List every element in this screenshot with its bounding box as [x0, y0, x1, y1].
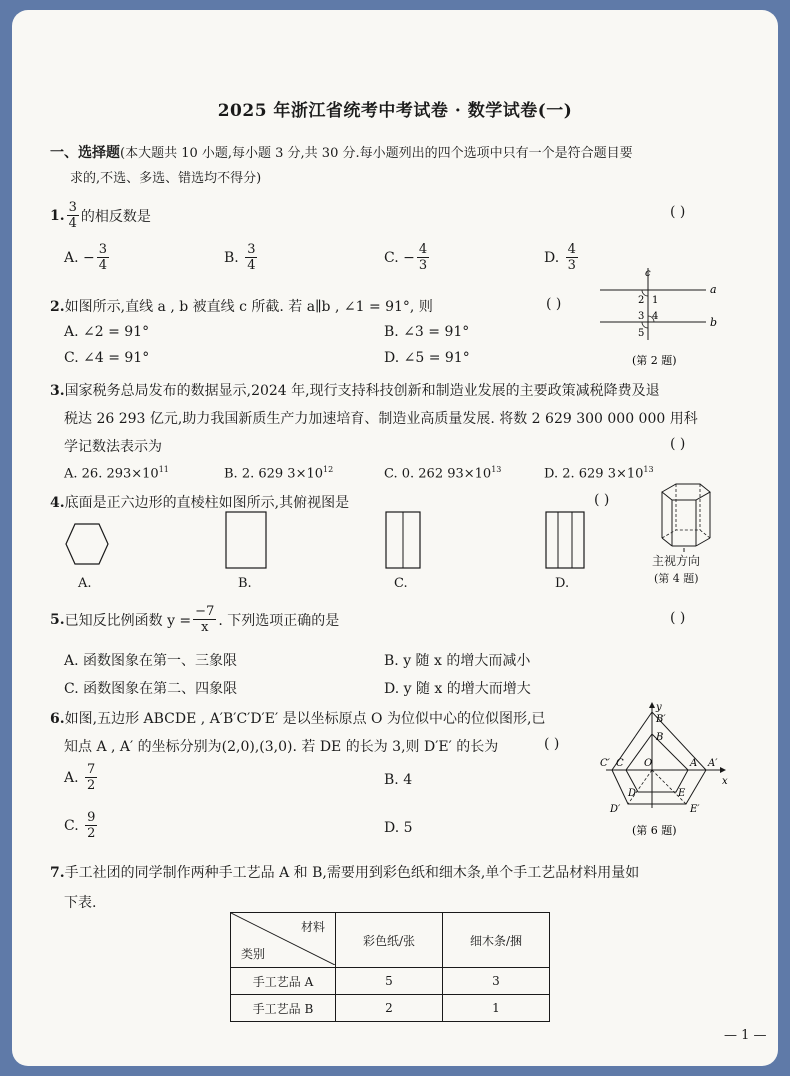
- label-A: A: [690, 758, 698, 769]
- option-d: D. 5: [384, 820, 413, 836]
- figure-caption: (第 2 题): [632, 354, 677, 367]
- answer-bracket: ( ): [594, 492, 610, 508]
- label-c: c: [645, 268, 651, 279]
- question-2: 2.如图所示,直线 a , b 被直线 c 所截. 若 a∥b , ∠1 = 91°, 则: [50, 299, 433, 315]
- answer-bracket: ( ): [544, 736, 560, 752]
- option-c: C. 函数图象在第二、四象限: [64, 681, 238, 697]
- exam-page: [12, 10, 778, 1066]
- corner-top-label: 材料: [300, 920, 325, 934]
- option-d: D. ∠5 = 91°: [384, 350, 470, 366]
- table-cell: 1: [443, 995, 550, 1022]
- option-a: A. 26. $293\times 10^{11}$: [64, 465, 169, 482]
- question-3-line-3: 学记数法表示为: [64, 439, 162, 455]
- figure-q2-parallel-lines: [594, 260, 724, 372]
- corner-bottom-label: 类别: [241, 947, 266, 961]
- view-direction-label: 主视方向: [652, 554, 701, 568]
- option-a: A. − $\frac{3}{4}$: [64, 242, 108, 273]
- question-text: 的相反数是: [80, 208, 151, 225]
- label-b: b: [710, 316, 718, 329]
- question-7-line-1: 7.手工社团的同学制作两种手工艺品 A 和 B,需要用到彩色纸和细木条,单个手工艺品材料用量如: [50, 865, 640, 881]
- rectangle-option-d-shape: [544, 510, 588, 572]
- label-C-prime: C′: [600, 758, 610, 769]
- rectangle-option-b-shape: [224, 510, 268, 572]
- answer-bracket: ( ): [670, 204, 686, 220]
- question-3-line-1: 3.国家税务总局发布的数据显示,2024 年,现行支持科技创新和制造业发展的主要政策减税降费及退: [50, 383, 660, 399]
- option-c: C. ∠4 = 91°: [64, 350, 150, 366]
- option-a: A. ∠2 = 91°: [64, 324, 150, 340]
- option-b: B. $\frac{3}{4}$: [224, 242, 256, 273]
- answer-bracket: ( ): [546, 296, 562, 312]
- question-3-line-2: 税达 26 293 亿元,助力我国新质生产力加速培育、制造业高质量发展. 将数 2 629 300 000 000 用科: [64, 411, 698, 427]
- option-c-label: C.: [394, 576, 408, 591]
- question-number: 1.: [50, 207, 65, 224]
- question-1: [50, 200, 151, 231]
- label-1: 1: [652, 295, 659, 306]
- section-heading: 一、选择题: [50, 145, 120, 161]
- question-6-line-1: 6.如图,五边形 ABCDE , A′B′C′D′E′ 是以坐标原点 O 为位似中心的位似图形,已: [50, 711, 546, 727]
- question-6-line-2: 知点 A , A′ 的坐标分别为(2,0),(3,0). 若 DE 的长为 3,则 D′E′ 的长为: [64, 739, 499, 755]
- option-b: B. y 随 x 的增大而减小: [384, 653, 531, 669]
- label-B-prime: B′: [656, 714, 666, 725]
- hexagon-option-a-shape: [62, 520, 112, 570]
- option-b: B. 4: [384, 772, 413, 788]
- label-y: y: [656, 702, 662, 713]
- page-title: 2025 年浙江省统考中考试卷 · 数学试卷(一): [217, 101, 573, 121]
- option-d: D. 2. 629 $3\times 10^{13}$: [544, 465, 654, 482]
- table-cell: 手工艺品 A: [231, 968, 336, 995]
- option-d: D. y 随 x 的增大而增大: [384, 681, 531, 697]
- option-d: D. $\frac{4}{3}$: [544, 242, 576, 273]
- table-row: [231, 995, 550, 1022]
- label-E-prime: E′: [690, 804, 700, 815]
- option-a-label: A.: [78, 576, 92, 591]
- label-x: x: [722, 776, 728, 787]
- label-O: O: [644, 758, 653, 769]
- question-7-line-2: 下表.: [64, 895, 97, 911]
- figure-q6-pentagons: [592, 698, 742, 840]
- materials-table: [230, 912, 550, 1022]
- table-header: 细木条/捆: [443, 913, 550, 968]
- table-cell: 5: [336, 968, 443, 995]
- option-a: A. 函数图象在第一、三象限: [64, 653, 238, 669]
- option-b: B. ∠3 = 91°: [384, 324, 470, 340]
- label-C: C: [616, 758, 624, 769]
- figure-caption: (第 4 题): [654, 572, 699, 585]
- label-4: 4: [652, 311, 659, 322]
- label-3: 3: [638, 311, 645, 322]
- table-cell: 手工艺品 B: [231, 995, 336, 1022]
- option-c: C. − $\frac{4}{3}$: [384, 242, 428, 273]
- table-row: [231, 968, 550, 995]
- label-A-prime: A′: [708, 758, 718, 769]
- label-D-prime: D′: [610, 804, 621, 815]
- option-b-label: B.: [238, 576, 252, 591]
- figure-q4-hexagonal-prism: [652, 480, 718, 554]
- table-cell: 2: [336, 995, 443, 1022]
- table-corner-cell: [231, 913, 336, 968]
- table-cell: 3: [443, 968, 550, 995]
- instructions-line-2: 求的,不选、多选、错选均不得分): [70, 171, 262, 186]
- answer-bracket: ( ): [670, 436, 686, 452]
- page-number: — 1 —: [724, 1028, 767, 1043]
- question-5: 5. 已知反比例函数 y = $\frac{-7}{x}$ . 下列选项正确的是: [50, 604, 340, 635]
- option-a: A. $\frac{7}{2}$: [64, 762, 96, 793]
- label-E: E: [678, 788, 686, 799]
- table-header: 彩色纸/张: [336, 913, 443, 968]
- rectangle-option-c-shape: [384, 510, 424, 572]
- label-a: a: [710, 283, 717, 296]
- figure-caption: (第 6 题): [632, 824, 677, 837]
- label-D: D: [628, 788, 637, 799]
- label-2: 2: [638, 295, 645, 306]
- option-d-label: D.: [555, 576, 570, 591]
- label-5: 5: [638, 328, 645, 339]
- table-header-row: [231, 913, 550, 968]
- section-instructions: [50, 142, 633, 162]
- option-c: C. $\frac{9}{2}$: [64, 810, 96, 841]
- option-b: B. 2. 629 $3\times 10^{12}$: [224, 465, 334, 482]
- label-B: B: [656, 732, 664, 743]
- option-c: C. 0. 262 $93\times 10^{13}$: [384, 465, 502, 482]
- fraction: $\frac{3}{4}$: [68, 200, 77, 231]
- question-4: 4.底面是正六边形的直棱柱如图所示,其俯视图是: [50, 495, 350, 511]
- answer-bracket: ( ): [670, 610, 686, 626]
- instructions-line-1: (本大题共 10 小题,每小题 3 分,共 30 分.每小题列出的四个选项中只有一个是符合题目要: [120, 146, 633, 161]
